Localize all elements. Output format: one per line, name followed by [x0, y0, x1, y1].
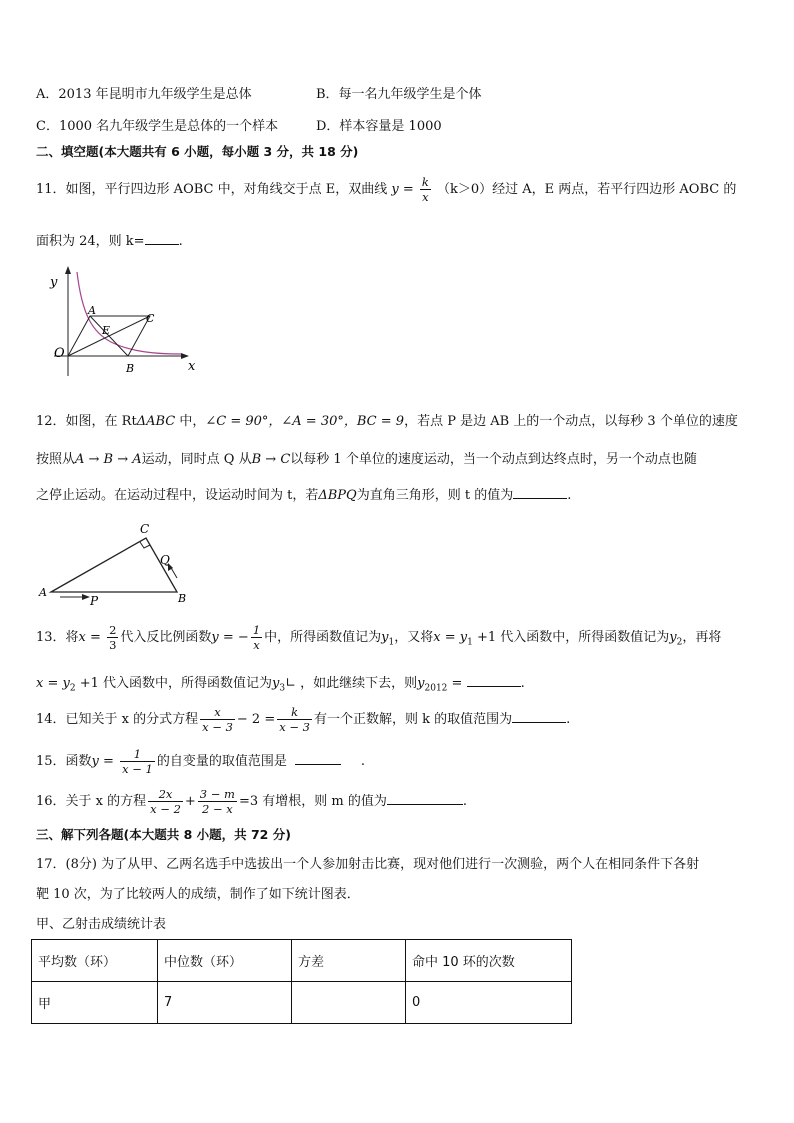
q13-y: y: [211, 630, 219, 645]
table-cell: 甲: [32, 982, 158, 1024]
q14-line: [36, 702, 570, 738]
q16-plus: +: [184, 794, 196, 809]
q11-area-text: 面积为 24，则 k=: [36, 234, 145, 249]
q14-end: .: [566, 712, 571, 727]
q15-frac-den: x − 1: [122, 762, 153, 776]
q14-f2-den: x − 3: [279, 720, 310, 734]
q13-text-c: 中，所得函数值记为: [264, 630, 382, 645]
q12-end: .: [567, 488, 572, 503]
q16-f1-den: x − 2: [150, 802, 181, 816]
q13-eq-2012: =: [447, 676, 467, 691]
q11-y: y: [391, 182, 399, 197]
q12-triangle-bpq: ΔBPQ: [318, 488, 357, 503]
q12-text-3a: 之停止运动。在运动过程中，设运动时间为 t，若: [36, 488, 319, 503]
q13-text-f: +1 代入函数中，所得函数值记为: [472, 630, 670, 645]
q15-eq: =: [98, 754, 119, 769]
q12-text-2e: 以每秒 1 个单位的速度运动，当一个动点到达终点时，另一个动点也随: [290, 452, 697, 467]
fig11-label-c: C: [146, 312, 155, 325]
fig11-label-x: x: [188, 359, 196, 374]
table-row: [32, 982, 572, 1024]
q13-text-e: x = y: [433, 630, 468, 645]
q12-triangle-abc: ΔABC: [136, 414, 176, 429]
q13-f1-den: 3: [109, 638, 117, 652]
q16-f1-num: 2x: [148, 787, 183, 802]
fig12-label-c: C: [140, 522, 150, 536]
q13-y1: y: [381, 630, 389, 645]
q16-text-b: =3 有增根，则 m 的值为: [238, 794, 387, 809]
q12-path-aba: A → B → A: [75, 452, 142, 467]
fig11-label-a: A: [88, 304, 96, 317]
table-header-row: [32, 940, 572, 982]
q13-text-2b: +1 代入函数中，所得函数值记为: [75, 676, 273, 691]
q17-table-caption: 甲、乙射击成绩统计表: [36, 917, 167, 932]
q15-y: y: [91, 754, 99, 769]
q13-sub1b: 1: [467, 637, 473, 648]
q11-hyperbola-figure: [36, 264, 206, 380]
q13-sub1: 1: [388, 637, 395, 648]
q14-mid: − 2 =: [236, 712, 276, 727]
q12-line1: [36, 410, 738, 429]
q13-frac-two-thirds: [107, 623, 118, 652]
fig11-label-e: E: [102, 324, 111, 337]
table-cell: 7: [158, 982, 292, 1024]
q16-end: .: [462, 794, 467, 809]
q11-end: .: [178, 234, 183, 249]
section-solve-heading: 三、解下列各题(本大题共 8 小题，共 72 分): [36, 827, 291, 842]
q14-f1-den: x − 3: [202, 720, 233, 734]
q13-sub3: 3: [279, 683, 286, 694]
q17-line1: 17．(8分) 为了从甲、乙两名选手中选拔出一个人参加射击比赛，现对他们进行一次测验，两个人在相同条件下各射: [36, 857, 700, 872]
q15-answer-blank: [295, 752, 341, 765]
option-c: C．1000 名九年级学生是总体的一个样本: [36, 119, 279, 134]
q13-frac-one-over-x: [251, 623, 262, 652]
q12-triangle-figure: [36, 518, 196, 608]
q13-text-a: 13．将: [36, 630, 79, 645]
option-d: D．样本容量是 1000: [316, 119, 442, 134]
q13-f2-num: 1: [252, 623, 261, 637]
q16-f2-num: 3 − m: [199, 787, 235, 801]
fig11-label-y: y: [50, 275, 58, 290]
q14-answer-blank: [512, 710, 566, 723]
q12-answer-blank: [513, 486, 567, 499]
q11-line2: [36, 230, 183, 249]
q16-frac-2: [198, 787, 237, 816]
q13-f1-num: 2: [109, 623, 117, 637]
q16-answer-blank: [387, 792, 463, 805]
q12-line2: [36, 448, 697, 467]
q11-text-a: 11．如图，平行四边形 AOBC 中，对角线交于点 E，双曲线: [36, 182, 388, 197]
q12-text-c: 中，: [175, 414, 206, 429]
q11-eq: =: [398, 182, 418, 197]
q13-f2-den: x: [253, 638, 260, 652]
fig11-label-o: O: [54, 346, 65, 361]
q13-eq-neg: = −: [218, 630, 249, 645]
q13-eq: =: [85, 630, 106, 645]
q16-frac-1: [148, 787, 183, 816]
q13-text-d: ，又将: [394, 630, 434, 645]
q15-frac-num: 1: [120, 747, 155, 762]
q13-x: x: [78, 630, 86, 645]
fig12-label-b: B: [178, 592, 187, 605]
q15-line: [36, 744, 365, 780]
q13-sub2b: 2: [69, 683, 76, 694]
q13-text-g: ，再将: [682, 630, 722, 645]
q14-f2-num: k: [277, 705, 312, 720]
q17-score-table: [31, 939, 572, 1024]
table-cell: 0: [406, 982, 572, 1024]
q11-fraction: [420, 175, 431, 204]
q11-frac-den: x: [422, 190, 429, 204]
q13-text-2c: ∟ ，如此继续下去，则: [285, 676, 418, 691]
q17-line2: 靶 10 次，为了比较两人的成绩，制作了如下统计图表．: [36, 887, 360, 902]
q15-text-a: 15．函数: [36, 754, 92, 769]
option-a: A．2013 年昆明市九年级学生是总体: [36, 87, 252, 102]
q14-text-b: 有一个正数解，则 k 的取值范围为: [313, 712, 513, 727]
table-cell: [292, 982, 406, 1024]
q13-text-2a: x = y: [36, 676, 70, 691]
fig12-label-p: P: [90, 594, 99, 608]
q15-text-b: 的自变量的取值范围是: [156, 754, 287, 769]
q13-y3: y: [272, 676, 280, 691]
q11-answer-blank: [145, 232, 179, 245]
option-b: B．每一名九年级学生是个体: [316, 87, 482, 102]
q13-y2: y: [669, 630, 677, 645]
fig12-label-q: Q: [160, 553, 170, 567]
q12-conditions: ∠C = 90°，∠A = 30°，BC = 9: [205, 414, 405, 429]
q16-line: [36, 784, 467, 820]
q11-line1: [36, 172, 736, 208]
section-fill-in-heading: 二、填空题(本大题共有 6 小题，每小题 3 分，共 18 分): [36, 144, 359, 159]
table-header-cell: 中位数（环）: [158, 940, 292, 982]
q14-frac-right: [277, 705, 312, 734]
q13-text-b: 代入反比例函数: [120, 630, 212, 645]
table-header-cell: 方差: [292, 940, 406, 982]
q16-text-a: 16．关于 x 的方程: [36, 794, 147, 809]
q12-text-e: ，若点 P 是边 AB 上的一个动点，以每秒 3 个单位的速度: [404, 414, 738, 429]
q13-sub2012: 2012: [424, 683, 448, 694]
q12-text-a: 12．如图，在 Rt: [36, 414, 137, 429]
q12-path-bc: B → C: [251, 452, 291, 467]
q13-line1: [36, 620, 721, 661]
q12-text-3c: 为直角三角形，则 t 的值为: [356, 488, 514, 503]
q15-end: .: [360, 754, 365, 769]
q16-f2-den: 2 − x: [202, 802, 233, 816]
q13-line2: [36, 672, 525, 694]
q12-text-2c: 运动，同时点 Q 从: [141, 452, 252, 467]
q12-line3: [36, 484, 571, 503]
q13-end: .: [520, 676, 525, 691]
q12-text-2a: 按照从: [36, 452, 76, 467]
q11-text-b: （k＞0）经过 A，E 两点，若平行四边形 AOBC 的: [437, 182, 737, 197]
q11-frac-num: k: [421, 175, 429, 189]
q14-f1-num: x: [200, 705, 235, 720]
q14-frac-left: [200, 705, 235, 734]
fig12-label-a: A: [39, 586, 47, 599]
q13-answer-blank: [467, 674, 521, 687]
q14-text-a: 14．已知关于 x 的分式方程: [36, 712, 199, 727]
q15-fraction: [120, 747, 155, 776]
q13-sub2: 2: [676, 637, 683, 648]
table-header-cell: 平均数（环）: [32, 940, 158, 982]
table-header-cell: 命中 10 环的次数: [406, 940, 572, 982]
fig11-label-b: B: [126, 362, 135, 375]
q13-y2012: y: [417, 676, 425, 691]
